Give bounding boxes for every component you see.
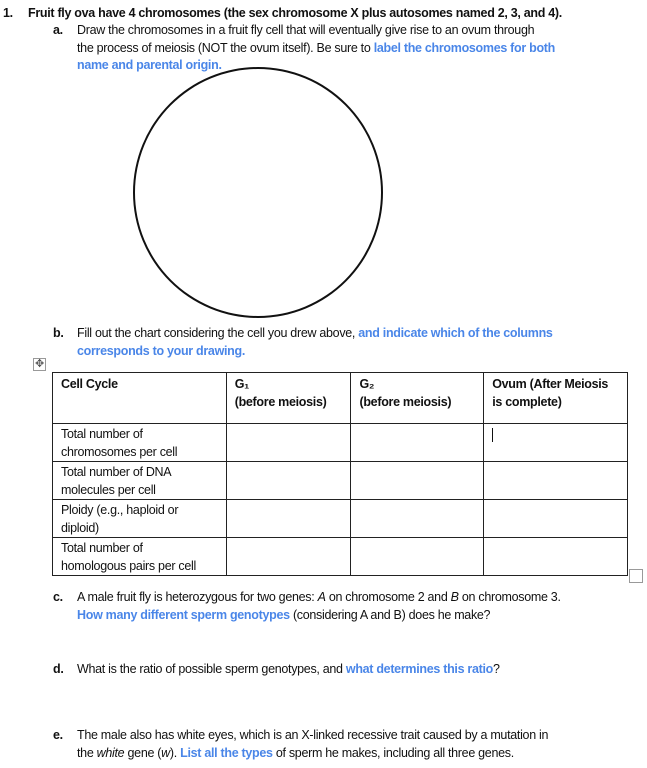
header-ovum: Ovum (After Meiosis is complete) <box>484 373 628 424</box>
answer-cell[interactable] <box>351 500 484 538</box>
table-row <box>53 538 628 576</box>
part-a-text: the process of meiosis (NOT the ovum itself). Be sure to <box>77 41 374 55</box>
table-resize-handle[interactable] <box>629 569 643 583</box>
row-label: Total number of homologous pairs per cell <box>53 538 227 576</box>
header-g2: G₂ (before meiosis) <box>351 373 484 424</box>
part-e-line1: The male also has white eyes, which is an X-linked recessive trait caused by a mutation in <box>77 728 549 742</box>
answer-cell[interactable] <box>351 538 484 576</box>
part-c-line1: A male fruit fly is heterozygous for two genes: A on chromosome 2 and B on chromosome 3. <box>77 590 561 604</box>
header-g1: G₁ (before meiosis) <box>226 373 351 424</box>
table-move-handle-icon[interactable]: ✥ <box>33 358 46 371</box>
answer-cell[interactable] <box>484 500 628 538</box>
table-row <box>53 500 628 538</box>
part-b-line1 <box>77 324 553 342</box>
header-cell-cycle: Cell Cycle <box>53 373 227 424</box>
table-header-row <box>53 373 628 424</box>
row-label: Total number of chromosomes per cell <box>53 424 227 462</box>
part-b-label: b. <box>53 326 64 340</box>
answer-cell[interactable] <box>226 424 351 462</box>
part-e-line2: the white gene (w). List all the types of sperm he makes, including all three genes. <box>77 746 514 760</box>
answer-cell[interactable] <box>484 538 628 576</box>
question-number: 1. <box>3 6 13 20</box>
part-a-highlight: label the chromosomes for both <box>373 41 555 55</box>
table-row <box>53 462 628 500</box>
part-c-label: c. <box>53 590 63 604</box>
part-a-label: a. <box>53 23 63 37</box>
cell-cycle-table <box>52 372 628 576</box>
part-d-line1: What is the ratio of possible sperm genotypes, and what determines this ratio? <box>77 662 500 676</box>
answer-cell[interactable] <box>226 462 351 500</box>
answer-cell[interactable] <box>484 424 628 462</box>
part-a-line1: Draw the chromosomes in a fruit fly cell that will eventually give rise to an ovum through <box>77 23 535 37</box>
answer-cell[interactable] <box>226 500 351 538</box>
part-e-label: e. <box>53 728 63 742</box>
question-1-text: Fruit fly ova have 4 chromosomes (the sex chromosome X plus autosomes named 2, 3, and 4). <box>28 6 562 20</box>
answer-cell[interactable] <box>484 462 628 500</box>
answer-cell[interactable] <box>351 424 484 462</box>
cell-drawing-circle <box>133 67 383 318</box>
part-b-text: Fill out the chart considering the cell you drew above, <box>77 326 359 340</box>
part-d-label: d. <box>53 662 64 676</box>
table-row <box>53 424 628 462</box>
text-cursor <box>492 428 493 442</box>
answer-cell[interactable] <box>226 538 351 576</box>
part-a-line2 <box>77 39 555 57</box>
row-label: Total number of DNA molecules per cell <box>53 462 227 500</box>
part-b-line2: corresponds to your drawing. <box>77 344 246 358</box>
part-a-line3: name and parental origin. <box>77 58 222 72</box>
row-label: Ploidy (e.g., haploid or diploid) <box>53 500 227 538</box>
answer-cell[interactable] <box>351 462 484 500</box>
part-c-line2: How many different sperm genotypes (considering A and B) does he make? <box>77 608 491 622</box>
part-b-highlight: and indicate which of the columns <box>358 326 553 340</box>
